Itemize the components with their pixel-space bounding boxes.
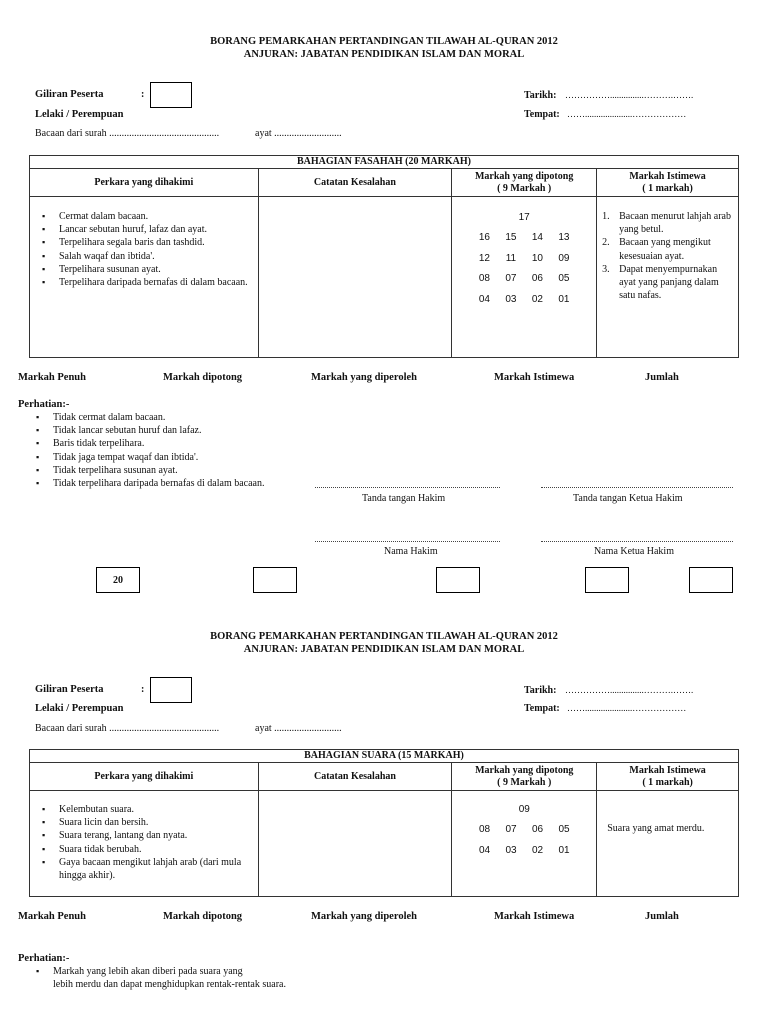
score-option[interactable]: 01: [558, 844, 570, 856]
markah-dipotong-label: Markah dipotong: [163, 372, 243, 383]
score-option[interactable]: 08: [478, 824, 491, 836]
istimewa-item: [601, 236, 732, 262]
istimewa-number: 2.: [602, 237, 610, 249]
col-dipotong-line2: ( 9 Markah ): [497, 182, 552, 194]
score-grid: [452, 799, 596, 861]
giliran-input-box[interactable]: [150, 82, 192, 108]
jumlah-box[interactable]: [689, 567, 733, 593]
tarikh-label: Tarikh:: [524, 685, 557, 696]
score-option[interactable]: 01: [558, 293, 570, 305]
criteria-item: ▪ Kelembutan suara.: [38, 803, 250, 816]
col-catatan: Catatan Kesalahan: [258, 169, 452, 197]
col-istimewa-line2: ( 1 markah): [642, 182, 693, 194]
gender-label: Lelaki / Perempuan: [35, 703, 124, 714]
col-istimewa: [597, 763, 739, 791]
score-option[interactable]: 08: [478, 273, 490, 285]
score-option[interactable]: 16: [478, 232, 490, 244]
istimewa-item: [601, 210, 732, 236]
tempat-field[interactable]: …….....................………………: [567, 109, 687, 119]
score-option[interactable]: 02: [531, 293, 543, 305]
tarikh-label: Tarikh:: [524, 90, 557, 101]
section-title: BAHAGIAN SUARA (15 MARKAH): [30, 750, 739, 763]
score-option[interactable]: 06: [531, 273, 543, 285]
col-dipotong: [452, 763, 597, 791]
markah-istimewa-label: Markah Istimewa: [494, 372, 575, 383]
section-title: BAHAGIAN FASAHAH (20 MARKAH): [30, 156, 739, 169]
markah-istimewa-box[interactable]: [585, 567, 629, 593]
signature-ketua-label: Tanda tangan Ketua Hakim: [573, 493, 683, 504]
score-grid: [452, 207, 596, 310]
perhatian-list: [32, 411, 332, 490]
istimewa-number: 1.: [602, 211, 610, 222]
suara-table: [29, 749, 739, 897]
score-option[interactable]: 10: [531, 252, 543, 264]
perhatian-item: ▪ Tidak jaga tempat waqaf dan ibtida'.: [32, 451, 332, 464]
markah-penuh-label: Markah Penuh: [18, 911, 86, 922]
colon: :: [141, 684, 145, 695]
criteria-cell: [30, 791, 259, 897]
tarikh-field[interactable]: ……………...............……….…….: [565, 90, 694, 100]
score-option[interactable]: 05: [558, 273, 570, 285]
score-option[interactable]: 14: [531, 232, 543, 244]
istimewa-item: [601, 263, 732, 303]
istimewa-text: Bacaan yang mengikut kesesuaian ayat.: [619, 237, 711, 262]
tempat-label: Tempat:: [524, 109, 560, 120]
bacaan-surah-field[interactable]: Bacaan dari surah ............................................: [35, 128, 220, 139]
catatan-cell[interactable]: [258, 791, 452, 897]
signature-ketua-line[interactable]: [541, 487, 733, 488]
ayat-field[interactable]: ayat ...........................: [255, 723, 342, 734]
markah-dipotong-label: Markah dipotong: [163, 911, 243, 922]
score-option[interactable]: 02: [531, 844, 544, 856]
form-subtitle: ANJURAN: JABATAN PENDIDIKAN ISLAM DAN MORAL: [243, 49, 525, 60]
istimewa-number: 3.: [602, 263, 610, 275]
istimewa-cell: [597, 791, 739, 897]
score-option[interactable]: 06: [531, 824, 544, 836]
perhatian-item: ▪ Tidak terpelihara susunan ayat.: [32, 464, 332, 477]
criteria-item: ▪ Terpelihara daripada bernafas di dalam bacaan.: [38, 276, 250, 289]
nama-hakim-line[interactable]: [315, 541, 500, 542]
score-option[interactable]: 13: [558, 232, 570, 244]
criteria-item: ▪ Gaya bacaan mengikut lahjah arab (dari mula hingga akhir).: [38, 856, 250, 882]
score-option[interactable]: 07: [505, 273, 517, 285]
signature-hakim-line[interactable]: [315, 487, 500, 488]
score-option[interactable]: 11: [505, 252, 517, 264]
perhatian-label: Perhatian:-: [18, 399, 70, 410]
perhatian-item: ▪ Tidak cermat dalam bacaan.: [32, 411, 332, 424]
gender-label: Lelaki / Perempuan: [35, 109, 124, 120]
criteria-item: ▪ Suara terang, lantang dan nyata.: [38, 829, 250, 842]
nama-ketua-label: Nama Ketua Hakim: [594, 546, 674, 557]
tarikh-field[interactable]: ……………...............……….…….: [565, 685, 694, 695]
jumlah-label: Jumlah: [645, 372, 679, 383]
score-option[interactable]: 17: [518, 211, 530, 223]
criteria-item: ▪ Terpelihara segala baris dan tashdid.: [38, 236, 250, 249]
col-istimewa: [597, 169, 739, 197]
markah-istimewa-label: Markah Istimewa: [494, 911, 575, 922]
score-cell: [452, 791, 597, 897]
perhatian-item: [32, 965, 392, 991]
perhatian-label: Perhatian:-: [18, 953, 70, 964]
nama-hakim-label: Nama Hakim: [384, 546, 438, 557]
criteria-item: ▪ Suara licin dan bersih.: [38, 816, 250, 829]
nama-ketua-line[interactable]: [541, 541, 733, 542]
criteria-item: ▪ Terpelihara susunan ayat.: [38, 263, 250, 276]
markah-diperoleh-label: Markah yang diperoleh: [311, 911, 417, 922]
markah-dipotong-box[interactable]: [253, 567, 297, 593]
tempat-field[interactable]: …….....................………………: [567, 703, 687, 713]
col-perkara: Perkara yang dihakimi: [30, 763, 259, 791]
col-dipotong-line2: ( 9 Markah ): [497, 776, 552, 788]
criteria-item: ▪ Lancar sebutan huruf, lafaz dan ayat.: [38, 223, 250, 236]
catatan-cell[interactable]: [258, 197, 452, 358]
giliran-label: Giliran Peserta: [35, 684, 104, 695]
score-option[interactable]: 12: [478, 252, 490, 264]
criteria-cell: [30, 197, 259, 358]
perhatian-item: ▪ Tidak lancar sebutan huruf dan lafaz.: [32, 424, 332, 437]
istimewa-text: Suara yang amat merdu.: [607, 823, 705, 834]
score-option[interactable]: 04: [478, 293, 490, 305]
colon: :: [141, 89, 145, 100]
criteria-item: ▪ Salah waqaf dan ibtida'.: [38, 250, 250, 263]
perhatian-line: Markah yang lebih akan diberi pada suara yang: [53, 966, 243, 977]
istimewa-cell: [597, 197, 739, 358]
score-option[interactable]: 05: [558, 824, 570, 836]
ayat-field[interactable]: ayat ...........................: [255, 128, 342, 139]
col-perkara: Perkara yang dihakimi: [30, 169, 259, 197]
score-option[interactable]: 03: [505, 844, 517, 856]
signature-hakim-label: Tanda tangan Hakim: [362, 493, 446, 504]
criteria-list: [38, 803, 250, 882]
score-option[interactable]: 07: [505, 824, 517, 836]
score-option[interactable]: 09: [518, 803, 530, 815]
perhatian-item: ▪ Baris tidak terpelihara.: [32, 437, 332, 450]
col-dipotong-line1: Markah yang dipotong: [474, 170, 574, 182]
score-option[interactable]: 03: [505, 293, 517, 305]
markah-diperoleh-label: Markah yang diperoleh: [311, 372, 417, 383]
criteria-list: [38, 210, 250, 289]
bacaan-surah-field[interactable]: Bacaan dari surah ............................................: [35, 723, 220, 734]
markah-penuh-box: 20: [96, 567, 140, 593]
criteria-item: ▪ Suara tidak berubah.: [38, 843, 250, 856]
tempat-label: Tempat:: [524, 703, 560, 714]
form-subtitle: ANJURAN: JABATAN PENDIDIKAN ISLAM DAN MORAL: [243, 644, 525, 655]
score-option[interactable]: 15: [505, 232, 517, 244]
jumlah-label: Jumlah: [645, 911, 679, 922]
score-option[interactable]: 04: [478, 844, 491, 856]
fasahah-table: [29, 155, 739, 358]
form-title: BORANG PEMARKAHAN PERTANDINGAN TILAWAH AL-QURAN 2012: [210, 36, 558, 47]
perhatian-list: [32, 965, 392, 991]
col-istimewa-line2: ( 1 markah): [642, 776, 693, 788]
col-istimewa-line1: Markah Istimewa: [629, 764, 706, 776]
markah-penuh-label: Markah Penuh: [18, 372, 86, 383]
giliran-input-box[interactable]: [150, 677, 192, 703]
score-option[interactable]: 09: [558, 252, 570, 264]
istimewa-list: [601, 210, 732, 302]
form-title: BORANG PEMARKAHAN PERTANDINGAN TILAWAH AL-QURAN 2012: [210, 631, 558, 642]
istimewa-text: Bacaan menurut lahjah arab yang betul.: [619, 211, 731, 236]
col-catatan: Catatan Kesalahan: [258, 763, 452, 791]
giliran-label: Giliran Peserta: [35, 89, 104, 100]
perhatian-item: ▪ Tidak terpelihara daripada bernafas di dalam bacaan.: [32, 477, 332, 490]
markah-diperoleh-box[interactable]: [436, 567, 480, 593]
col-istimewa-line1: Markah Istimewa: [629, 170, 706, 182]
criteria-item: ▪ Cermat dalam bacaan.: [38, 210, 250, 223]
col-dipotong: [452, 169, 597, 197]
istimewa-text: Dapat menyempurnakan ayat yang panjang dalam satu nafas.: [619, 263, 719, 302]
col-dipotong-line1: Markah yang dipotong: [475, 764, 574, 776]
score-cell: [452, 197, 597, 358]
perhatian-line: lebih merdu dan dapat menghidupkan rentak-rentak suara.: [53, 979, 286, 991]
